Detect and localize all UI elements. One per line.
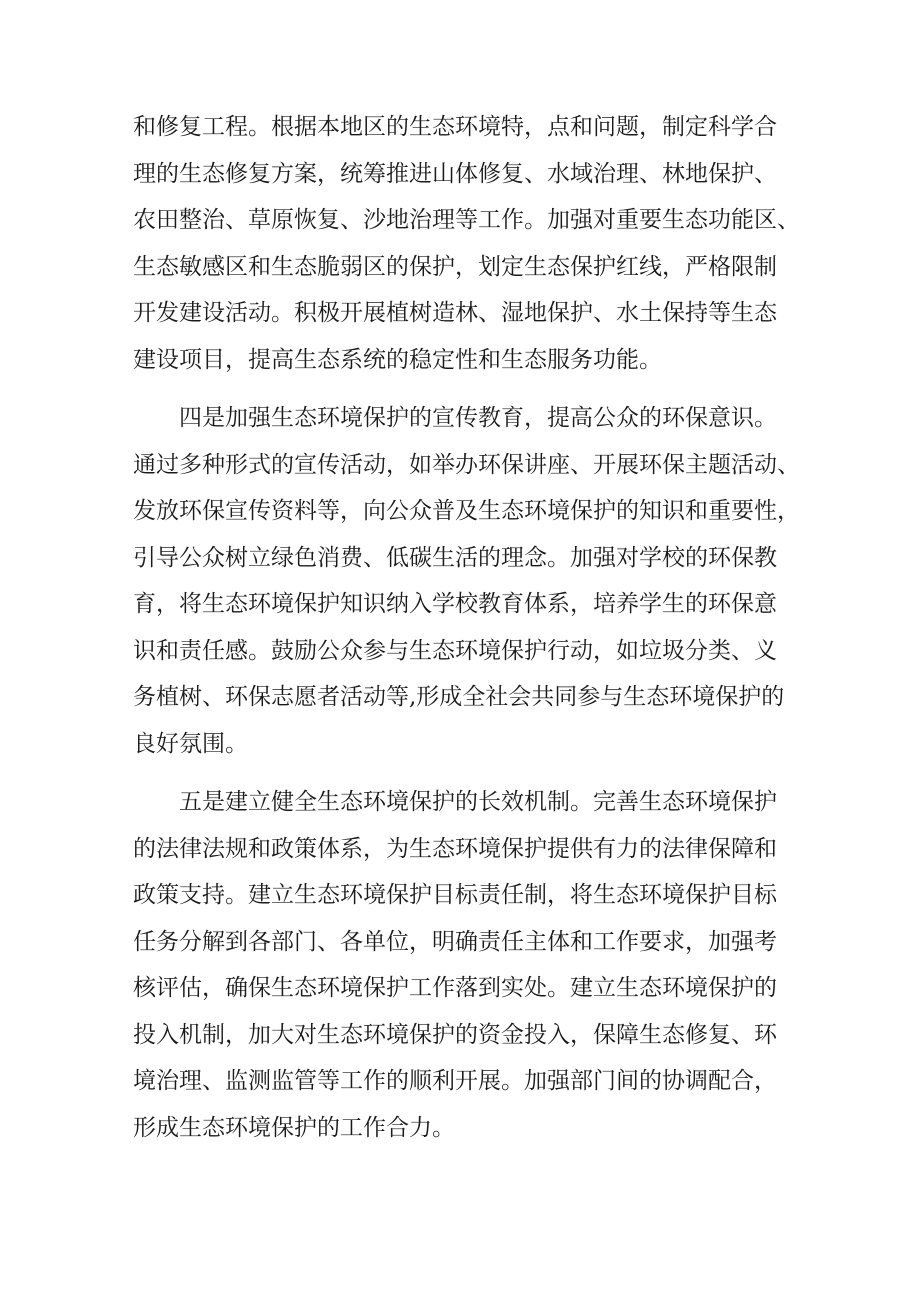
text-line: 理的生态修复方案，统筹推进山体修复、水域治理、林地保护、 xyxy=(133,160,777,187)
paragraph-spacer xyxy=(133,767,793,779)
text-line: 四是加强生态环境保护的宣传教育，提高公众的环保意识。 xyxy=(179,405,777,431)
text-line: 务植树、环保志愿者活动等,形成全社会共同参与生态环境保护的 xyxy=(133,684,785,710)
text-line: 和修复工程。根据本地区的生态环境特，点和问题，制定科学合 xyxy=(133,114,777,140)
text-line: 发放环保宣传资料等，向公众普及生态环境保护的知识和重要性， xyxy=(133,498,800,524)
text-line: 的法律法规和政策体系，为生态环境保护提供有力的法律保障和 xyxy=(133,835,777,862)
paragraph-publicity-education xyxy=(133,395,800,767)
text-line: 识和责任感。鼓励公众参与生态环境保护行动，如垃圾分类、义 xyxy=(133,637,777,664)
paragraph-long-term-mechanism xyxy=(133,779,793,1151)
text-line: 开发建设活动。积极开展植树造林、湿地保护、水土保持等生态 xyxy=(133,300,777,326)
text-line: 投入机制，加大对生态环境保护的资金投入，保障生态修复、环 xyxy=(133,1021,777,1048)
text-line: 核评估，确保生态环境保护工作落到实处。建立生态环境保护的 xyxy=(133,975,777,1001)
text-line: 良好氛围。 xyxy=(133,730,248,757)
text-line: 形成生态环境保护的工作合力。 xyxy=(133,1114,455,1141)
paragraph-ecological-restoration xyxy=(133,104,800,383)
text-line: 五是建立健全生态环境保护的长效机制。完善生态环境保护 xyxy=(179,789,777,815)
text-line: 生态敏感区和生态脆弱区的保护，划定生态保护红线，严格限制 xyxy=(133,253,777,280)
text-line: 育，将生态环境保护知识纳入学校教育体系，培养学生的环保意 xyxy=(133,591,777,617)
text-line: 建设项目，提高生态系统的稳定性和生态服务功能。 xyxy=(133,346,662,373)
text-line: 农田整治、草原恢复、沙地治理等工作。加强对重要生态功能区、 xyxy=(133,207,800,233)
text-line: 任务分解到各部门、各单位，明确责任主体和工作要求，加强考 xyxy=(133,928,777,955)
text-line: 通过多种形式的宣传活动，如举办环保讲座、开展环保主题活动、 xyxy=(133,451,800,478)
text-line: 政策支持。建立生态环境保护目标责任制，将生态环境保护目标 xyxy=(133,882,777,908)
text-line: 境治理、监测监管等工作的顺利开展。加强部门间的协调配合， xyxy=(133,1068,777,1094)
paragraph-spacer xyxy=(133,383,793,395)
document-body xyxy=(133,104,800,1151)
text-line: 引导公众树立绿色消费、低碳生活的理念。加强对学校的环保教 xyxy=(133,544,777,571)
